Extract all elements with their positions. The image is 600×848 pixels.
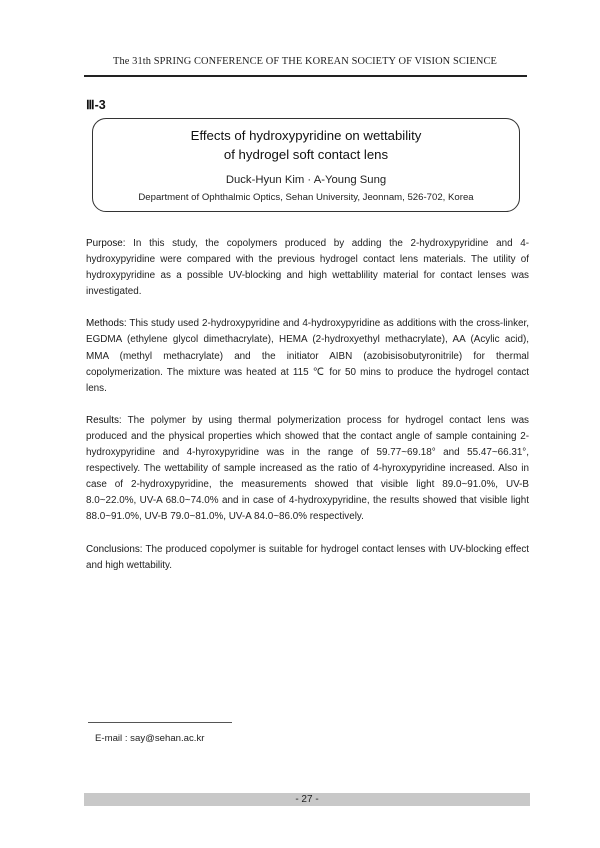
results-text: The polymer by using thermal polymerization process for hydrogel contact lens was produced and the physical properties which showed that the contact angle of sample containing 2-hydroxypyridine and 4-hyroxypyridine was in the range of 59.77~69.18° and 55.47~66.31°, respectively. The wettability of sample increased as the ratio of 4-hyroxypyridine increased. Also in case of 2-hydroxypyridine, the measurements showed that visible light 89.0~91.0%, UV-B 8.0~22.0%, UV-A 68.0~74.0% and in case of 4-hydroxypyridine, the results showed that visible light 88.0~91.0%, UV-B 79.0~81.0%, UV-A 84.0~86.0% respectively. bbox=[86, 414, 529, 523]
purpose-paragraph bbox=[86, 236, 529, 300]
conclusions-label: Conclusions: bbox=[86, 543, 143, 555]
authors: Duck-Hyun Kim · A-Young Sung bbox=[225, 174, 387, 186]
conclusions-paragraph bbox=[86, 542, 529, 574]
results-paragraph bbox=[86, 413, 529, 526]
methods-label: Methods: bbox=[86, 318, 127, 330]
affiliation: Department of Ophthalmic Optics, Sehan University, Jeonnam, 526-702, Korea bbox=[138, 192, 474, 203]
purpose-text: In this study, the copolymers produced by adding the 2-hydroxypyridine and 4-hydroxypyridine were compared with the previous hydrogel contact lens materials. The utility of hydroxypyridine as a possible UV-blocking and high wettablility material for contact lenses was investigated. bbox=[86, 238, 529, 298]
footnote-rule bbox=[88, 722, 232, 723]
title-line-1: Effects of hydroxypyridine on wettability bbox=[190, 128, 422, 143]
methods-text: This study used 2-hydroxypyridine and 4-hydroxypyridine as additions with the cross-linker, EGDMA (ethylene glycol dimethacrylate), HEMA (2-hydroxyethyl methacrylate), AA (Acylic acid), MMA (methyl methacrylate) and the initiator AIBN (azobisisobutyronitrile) for thermal copolymerization. The mixture was heated at 115 ℃ for 50 mins to produce the hydrogel contact lens. bbox=[86, 318, 529, 394]
title-line-2: of hydrogel soft contact lens bbox=[223, 147, 389, 162]
paper-title bbox=[92, 126, 520, 164]
section-number: Ⅲ-3 bbox=[86, 98, 106, 112]
header-rule bbox=[84, 75, 527, 77]
email-footnote: E-mail : say@sehan.ac.kr bbox=[95, 733, 205, 744]
abstract-body bbox=[86, 236, 529, 590]
conclusions-text: The produced copolymer is suitable for hydrogel contact lenses with UV-blocking effect and high wettability. bbox=[86, 543, 529, 571]
conference-header: The 31th SPRING CONFERENCE OF THE KOREAN SOCIETY OF VISION SCIENCE bbox=[113, 56, 497, 67]
page-number: - 27 - bbox=[295, 794, 319, 805]
results-label: Results: bbox=[86, 414, 122, 426]
methods-paragraph bbox=[86, 316, 529, 396]
purpose-label: Purpose: bbox=[86, 238, 126, 249]
